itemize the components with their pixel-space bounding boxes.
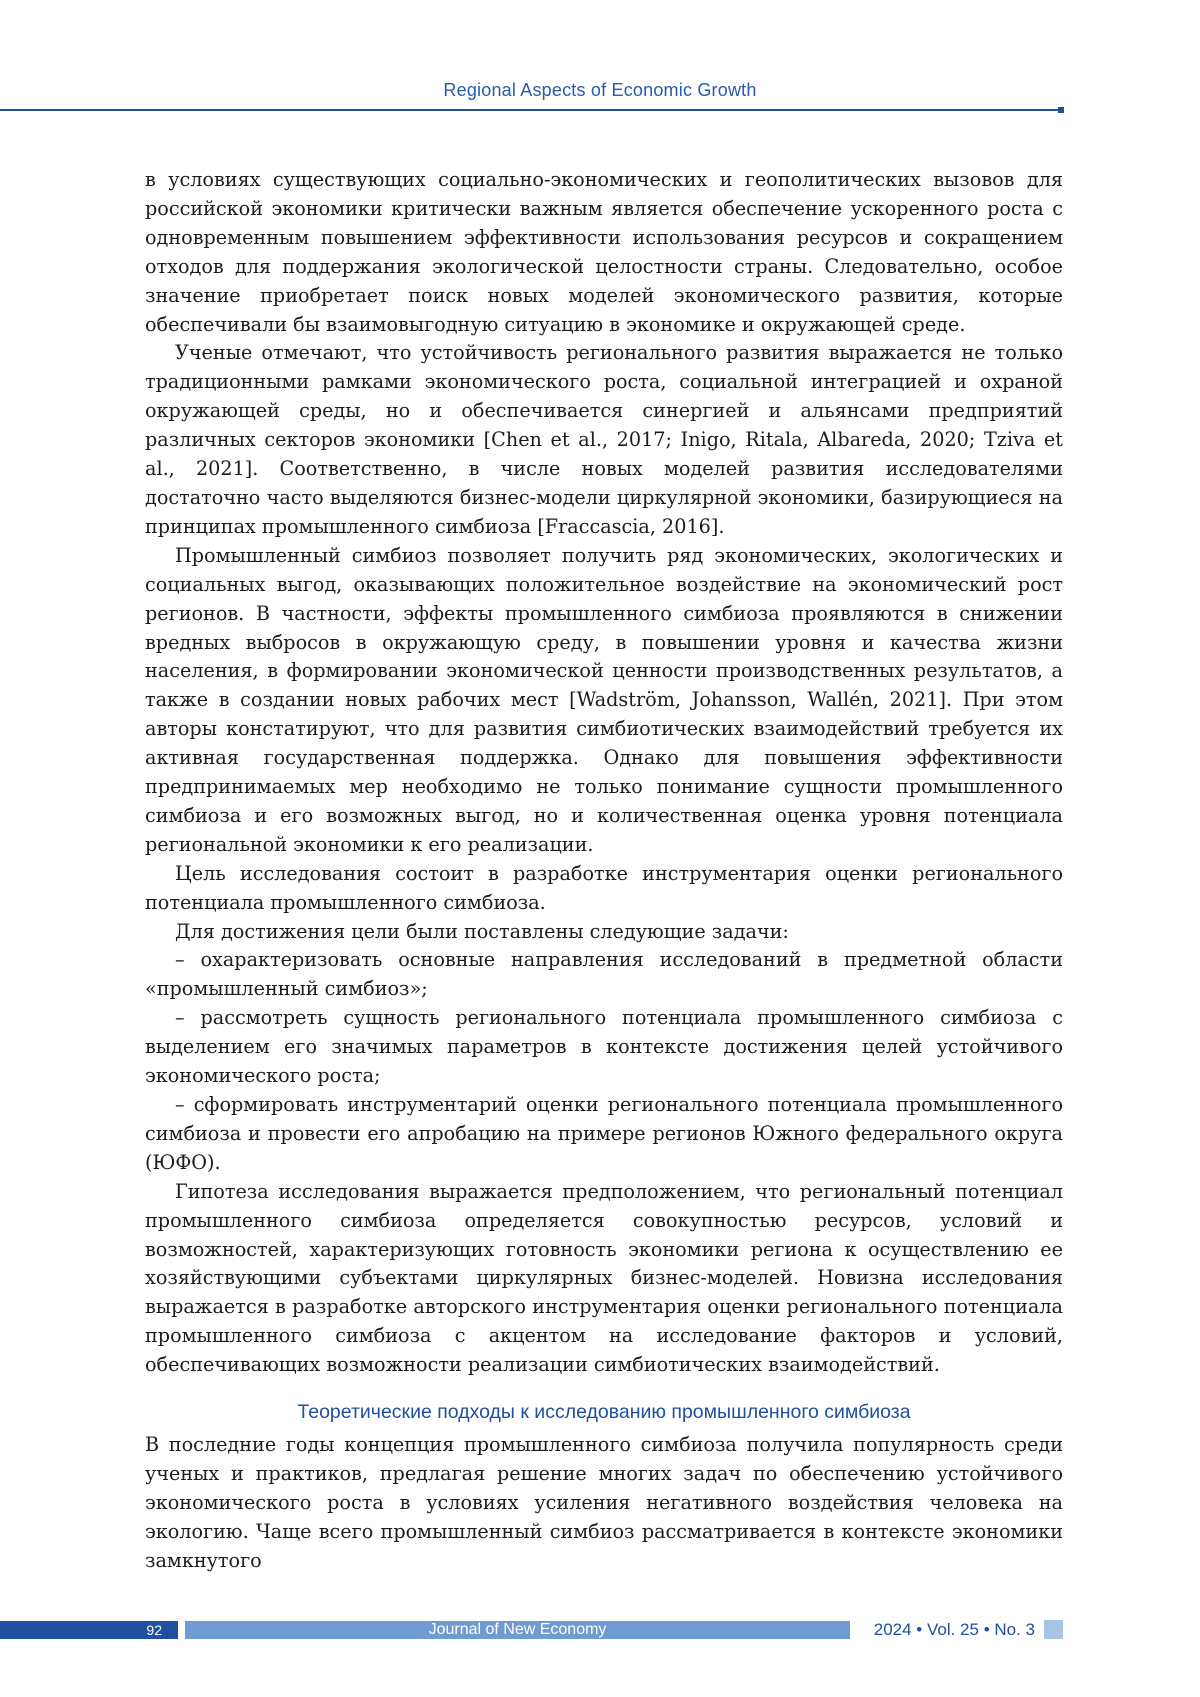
article-body <box>145 166 1063 1576</box>
body-paragraph: Ученые отмечают, что устойчивость регионального развития выражается не только традиционными рамками экономического роста, социальной интеграцией и охраной окружающей среды, но и обеспечивается синергией и альянсами предприятий различных секторов экономики [Chen et al., 2017; Inigo, Ritala, Albareda, 2020; Tziva et al., 2021]. Соответственно, в числе новых моделей развития исследователями достаточно часто выделяются бизнес-модели циркулярной экономики, базирующиеся на принципах промышленного симбиоза [Fraccascia, 2016]. <box>145 339 1063 541</box>
body-paragraph: В последние годы концепция промышленного симбиоза получила популярность среди ученых и практиков, предлагая решение многих задач по обеспечению устойчивого экономического роста в условиях усиления негативного воздействия человека на экологию. Чаще всего промышленный симбиоз рассматривается в контексте экономики замкнутого <box>145 1431 1063 1576</box>
footer-square <box>1044 1620 1063 1639</box>
section-heading: Теоретические подходы к исследованию промышленного симбиоза <box>145 1399 1063 1425</box>
body-paragraph: Промышленный симбиоз позволяет получить ряд экономических, экологических и социальных выгод, оказывающих положительное воздействие на экономический рост регионов. В частности, эффекты промышленного симбиоза проявляются в снижении вредных выбросов в окружающую среду, в повышении уровня и качества жизни населения, в формировании экономической ценности производственных результатов, а также в создании новых рабочих мест [Wadström, Johansson, Wallén, 2021]. При этом авторы констатируют, что для развития симбиотических взаимодействий требуется их активная государственная поддержка. Однако для повышения эффективности предпринимаемых мер необходимо не только понимание сущности промышленного симбиоза и его возможных выгод, но и количественная оценка уровня потенциала региональной экономики к его реализации. <box>145 542 1063 860</box>
footer-issue: 2024 • Vol. 25 • No. 3 <box>850 1618 1035 1642</box>
header-rule <box>0 109 1062 111</box>
running-header: Regional Aspects of Economic Growth <box>0 80 1200 101</box>
footer-page-number-bar <box>0 1621 178 1639</box>
task-list-item: – сформировать инструментарий оценки регионального потенциала промышленного симбиоза и провести его апробацию на примере регионов Южного федерального округа (ЮФО). <box>145 1091 1063 1178</box>
body-paragraph: Цель исследования состоит в разработке инструментария оценки регионального потенциала промышленного симбиоза. <box>145 860 1063 918</box>
footer-journal-name: Journal of New Economy <box>185 1621 850 1639</box>
body-paragraph: Для достижения цели были поставлены следующие задачи: <box>145 918 1063 947</box>
body-paragraph: в условиях существующих социально-экономических и геополитических вызовов для российской экономики критически важным является обеспечение ускоренного роста с одновременным повышением эффективности использования ресурсов и сокращением отходов для поддержания экологической целостности страны. Следовательно, особое значение приобретает поиск новых моделей экономического развития, которые обеспечивали бы взаимовыгодную ситуацию в экономике и окружающей среде. <box>145 166 1063 339</box>
page-number: 92 <box>146 1621 178 1639</box>
task-list-item: – охарактеризовать основные направления исследований в предметной области «промышленный симбиоз»; <box>145 946 1063 1004</box>
task-list-item: – рассмотреть сущность регионального потенциала промышленного симбиоза с выделением его значимых параметров в контексте достижения целей устойчивого экономического роста; <box>145 1004 1063 1091</box>
body-paragraph: Гипотеза исследования выражается предположением, что региональный потенциал промышленного симбиоза определяется совокупностью ресурсов, условий и возможностей, характеризующих готовность экономики региона к осуществлению ее хозяйствующими субъектами циркулярных бизнес-моделей. Новизна исследования выражается в разработке авторского инструментария оценки регионального потенциала промышленного симбиоза с акцентом на исследование факторов и условий, обеспечивающих возможности реализации симбиотических взаимодействий. <box>145 1178 1063 1380</box>
header-rule-end-square <box>1058 107 1064 113</box>
